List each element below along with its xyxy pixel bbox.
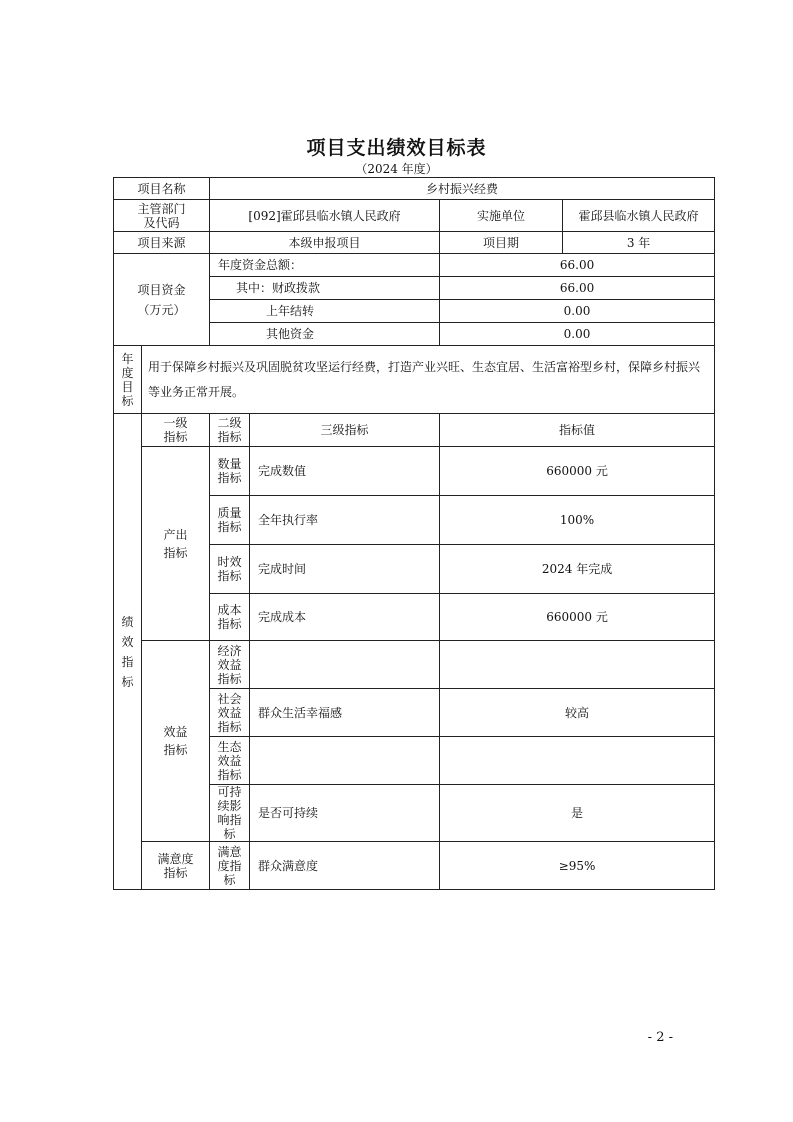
value-cell: 100% [440, 496, 715, 545]
value-cell: 较高 [440, 689, 715, 737]
annual-goal-text: 用于保障乡村振兴及巩固脱贫攻坚运行经费，打造产业兴旺、生态宜居、生活富裕型乡村，保障乡村振兴等业务正常开展。 [142, 346, 715, 414]
dept-label-line1: 主管部门 [137, 201, 186, 216]
level2-cell [210, 545, 250, 594]
header-level1-text: 一级指标 [163, 416, 188, 444]
funds-label-line2: （万元） [137, 302, 186, 317]
annual-goal-label-text: 年度目标 [121, 351, 134, 408]
page-subtitle: （2024 年度） [355, 162, 438, 176]
funds-carryover-value: 0.00 [440, 300, 715, 323]
funds-label-line1: 项目资金 [137, 282, 186, 297]
header-level2 [210, 414, 250, 447]
table-row [114, 346, 715, 414]
level2-cell [210, 496, 250, 545]
source-value: 本级申报项目 [210, 232, 440, 254]
dept-label-line2: 及代码 [143, 215, 180, 230]
funds-total-value: 66.00 [440, 254, 715, 277]
level2-cell [210, 785, 250, 842]
level2-text: 可持续影响指标 [217, 785, 242, 841]
level2-text: 质量指标 [217, 506, 242, 534]
funds-fiscal-label: 其中：财政拨款 [210, 277, 440, 300]
level3-cell: 完成成本 [250, 594, 440, 641]
level2-text: 满意度指标 [217, 844, 242, 887]
value-cell: 660000 元 [440, 447, 715, 496]
level2-text: 时效指标 [217, 555, 242, 583]
level2-cell [210, 447, 250, 496]
header-level1 [142, 414, 210, 447]
level2-cell [210, 737, 250, 785]
funds-carryover-label: 上年结转 [210, 300, 440, 323]
table-row [114, 842, 715, 890]
dept-value: [092]霍邱县临水镇人民政府 [210, 200, 440, 232]
level2-cell [210, 842, 250, 890]
value-cell: ≥95% [440, 842, 715, 890]
benefit-indicator-text: 效益指标 [163, 725, 188, 757]
table-row [114, 414, 715, 447]
level2-cell [210, 594, 250, 641]
funds-other-label: 其他资金 [210, 323, 440, 346]
level3-cell: 完成时间 [250, 545, 440, 594]
satisfaction-indicator-text: 满意度指标 [157, 851, 194, 880]
level2-text: 社会效益指标 [217, 691, 242, 734]
source-label: 项目来源 [114, 232, 210, 254]
performance-label [114, 414, 142, 890]
output-indicator-text: 产出指标 [163, 527, 188, 560]
header-level2-text: 二级指标 [217, 416, 242, 444]
period-value: 3 年 [563, 232, 715, 254]
level2-cell [210, 689, 250, 737]
funds-other-value: 0.00 [440, 323, 715, 346]
benefit-indicator-label [142, 641, 210, 842]
level2-cell [210, 641, 250, 689]
level3-cell [250, 641, 440, 689]
impl-label: 实施单位 [440, 200, 563, 232]
impl-value: 霍邱县临水镇人民政府 [563, 200, 715, 232]
level3-cell: 群众满意度 [250, 842, 440, 890]
performance-label-text: 绩效指标 [121, 614, 134, 689]
dept-label [114, 200, 210, 232]
project-name-value: 乡村振兴经费 [210, 178, 715, 200]
level3-cell: 完成数值 [250, 447, 440, 496]
level2-text: 数量指标 [217, 457, 242, 485]
level2-text: 成本指标 [217, 603, 242, 631]
output-indicator-label [142, 447, 210, 641]
satisfaction-indicator-label [142, 842, 210, 890]
table-row [114, 232, 715, 254]
value-cell: 2024 年完成 [440, 545, 715, 594]
funds-fiscal-value: 66.00 [440, 277, 715, 300]
table-row [114, 178, 715, 200]
project-name-label: 项目名称 [114, 178, 210, 200]
value-cell [440, 737, 715, 785]
level2-text: 生态效益指标 [217, 739, 242, 782]
annual-goal-label [114, 346, 142, 414]
table-row [114, 641, 715, 689]
value-cell: 660000 元 [440, 594, 715, 641]
level3-cell: 是否可持续 [250, 785, 440, 842]
performance-goal-table [113, 177, 715, 890]
header-level3: 三级指标 [250, 414, 440, 447]
level3-cell: 全年执行率 [250, 496, 440, 545]
value-cell [440, 641, 715, 689]
level3-cell [250, 737, 440, 785]
value-cell: 是 [440, 785, 715, 842]
table-row [114, 254, 715, 277]
page-number: - 2 - [647, 1030, 673, 1045]
funds-label [114, 254, 210, 346]
funds-total-label: 年度资金总额： [210, 254, 440, 277]
level2-text: 经济效益指标 [217, 643, 242, 686]
table-row [114, 447, 715, 496]
page-title: 项目支出绩效目标表 [306, 137, 487, 159]
table-row [114, 200, 715, 232]
level3-cell: 群众生活幸福感 [250, 689, 440, 737]
header-value: 指标值 [440, 414, 715, 447]
period-label: 项目期 [440, 232, 563, 254]
